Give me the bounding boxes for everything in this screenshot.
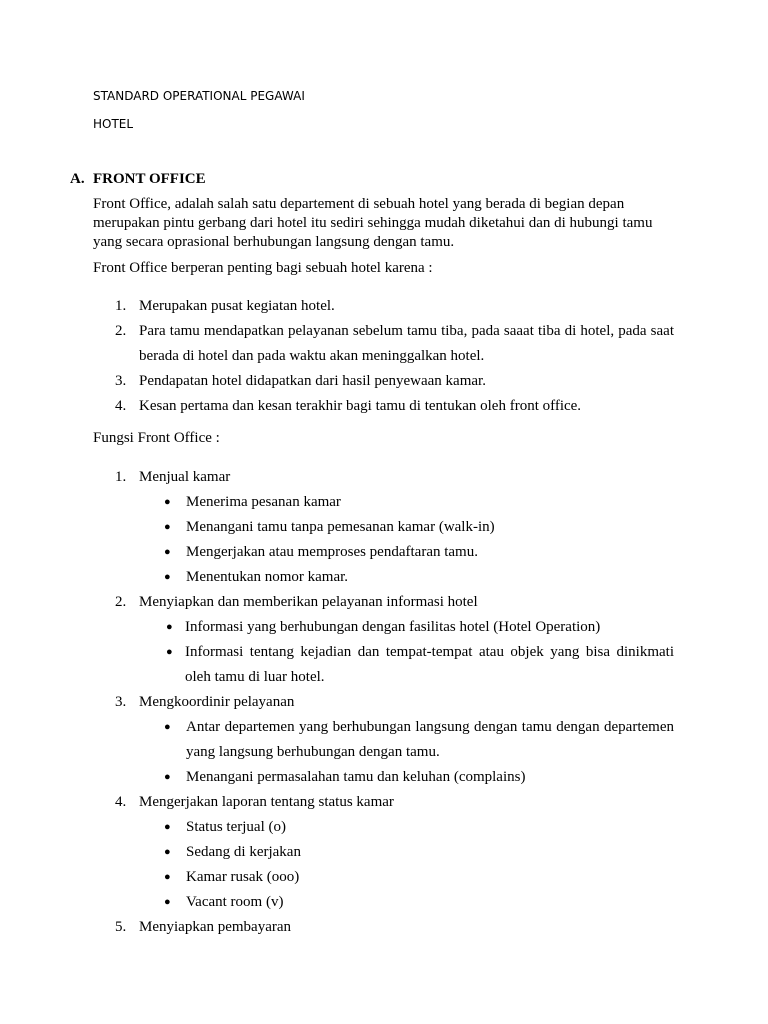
functions-list (0, 465, 768, 940)
list-number: 1. (115, 298, 127, 314)
bullet-list (0, 715, 768, 790)
bullet-text: Menangani tamu tanpa pemesanan kamar (walk-in) (186, 519, 495, 535)
bullet-item (0, 490, 768, 515)
bullet-text: Status terjual (o) (186, 819, 286, 835)
bullet-icon: ● (164, 521, 171, 533)
list-item (0, 790, 768, 915)
bullet-text: Menentukan nomor kamar. (186, 569, 349, 585)
bullet-item (0, 765, 768, 790)
bullet-item (0, 515, 768, 540)
functions-intro-paragraph: Fungsi Front Office : (93, 430, 220, 446)
list-item (0, 915, 768, 940)
bullet-item (0, 640, 768, 690)
list-number: 3. (115, 373, 127, 389)
bullet-item (0, 615, 768, 640)
document-subtitle: HOTEL (93, 117, 134, 131)
list-item-text: Menjual kamar (139, 469, 231, 485)
list-item-text: Pendapatan hotel didapatkan dari hasil penyewaan kamar. (139, 373, 486, 389)
bullet-list (0, 815, 768, 915)
bullet-text: Menangani permasalahan tamu dan keluhan (complains) (186, 769, 526, 785)
list-item-text: Para tamu mendapatkan pelayanan sebelum tamu tiba, pada saaat tiba di hotel, pada saat berada di hotel dan pada waktu akan meninggalkan hotel. (139, 323, 674, 364)
list-number: 4. (115, 398, 127, 414)
bullet-text: Mengerjakan atau memproses pendaftaran tamu. (186, 544, 478, 560)
intro-paragraph: Front Office, adalah salah satu departement di sebuah hotel yang berada di begian depan merupakan pintu gerbang dari hotel itu sediri sehingga mudah diketahui dan di hubungi tamu yang secara oprasional berhubungan langsung dengan tamu. (93, 196, 653, 250)
list-item (0, 590, 768, 690)
bullet-icon: ● (164, 871, 171, 883)
bullet-item (0, 540, 768, 565)
bullet-icon: ● (166, 646, 173, 658)
bullet-icon: ● (164, 896, 171, 908)
list-item (0, 394, 768, 419)
list-number: 5. (115, 919, 127, 935)
bullet-item (0, 865, 768, 890)
list-item-text: Merupakan pusat kegiatan hotel. (139, 298, 335, 314)
list-item-text: Mengerjakan laporan tentang status kamar (139, 794, 394, 810)
bullet-text: Kamar rusak (ooo) (186, 869, 300, 885)
list-item (0, 465, 768, 590)
list-item-text: Kesan pertama dan kesan terakhir bagi tamu di tentukan oleh front office. (139, 398, 582, 414)
bullet-icon: ● (164, 496, 171, 508)
list-item-text: Mengkoordinir pelayanan (139, 694, 295, 710)
list-item (0, 369, 768, 394)
bullet-text: Informasi tentang kejadian dan tempat-tempat atau objek yang bisa dinikmati oleh tamu di luar hotel. (185, 644, 674, 685)
bullet-icon: ● (164, 721, 171, 733)
list-number: 2. (115, 594, 127, 610)
list-item (0, 294, 768, 319)
list-item (0, 690, 768, 790)
document-title: STANDARD OPERATIONAL PEGAWAI (93, 89, 305, 103)
bullet-item (0, 890, 768, 915)
list-number: 3. (115, 694, 127, 710)
bullet-icon: ● (166, 621, 173, 633)
bullet-item (0, 565, 768, 590)
list-number: 1. (115, 469, 127, 485)
bullet-item (0, 815, 768, 840)
bullet-text: Antar departemen yang berhubungan langsung dengan tamu dengan departemen yang langsung berhubungan dengan tamu. (186, 719, 674, 760)
section-heading: FRONT OFFICE (93, 171, 206, 187)
list-item-text: Menyiapkan pembayaran (139, 919, 292, 935)
bullet-list (0, 615, 768, 690)
list-number: 4. (115, 794, 127, 810)
bullet-text: Menerima pesanan kamar (186, 494, 341, 510)
bullet-text: Vacant room (v) (186, 894, 284, 910)
list-item (0, 319, 768, 369)
bullet-item (0, 715, 768, 765)
bullet-icon: ● (164, 821, 171, 833)
bullet-icon: ● (164, 846, 171, 858)
list-item-text: Menyiapkan dan memberikan pelayanan informasi hotel (139, 594, 478, 610)
roles-list (0, 294, 768, 419)
list-number: 2. (115, 323, 127, 339)
role-intro-paragraph: Front Office berperan penting bagi sebuah hotel karena : (93, 260, 433, 276)
section-letter: A. (70, 171, 85, 187)
bullet-list (0, 490, 768, 590)
bullet-icon: ● (164, 546, 171, 558)
bullet-item (0, 840, 768, 865)
bullet-text: Sedang di kerjakan (186, 844, 301, 860)
bullet-icon: ● (164, 771, 171, 783)
bullet-icon: ● (164, 571, 171, 583)
bullet-text: Informasi yang berhubungan dengan fasilitas hotel (Hotel Operation) (185, 619, 601, 635)
